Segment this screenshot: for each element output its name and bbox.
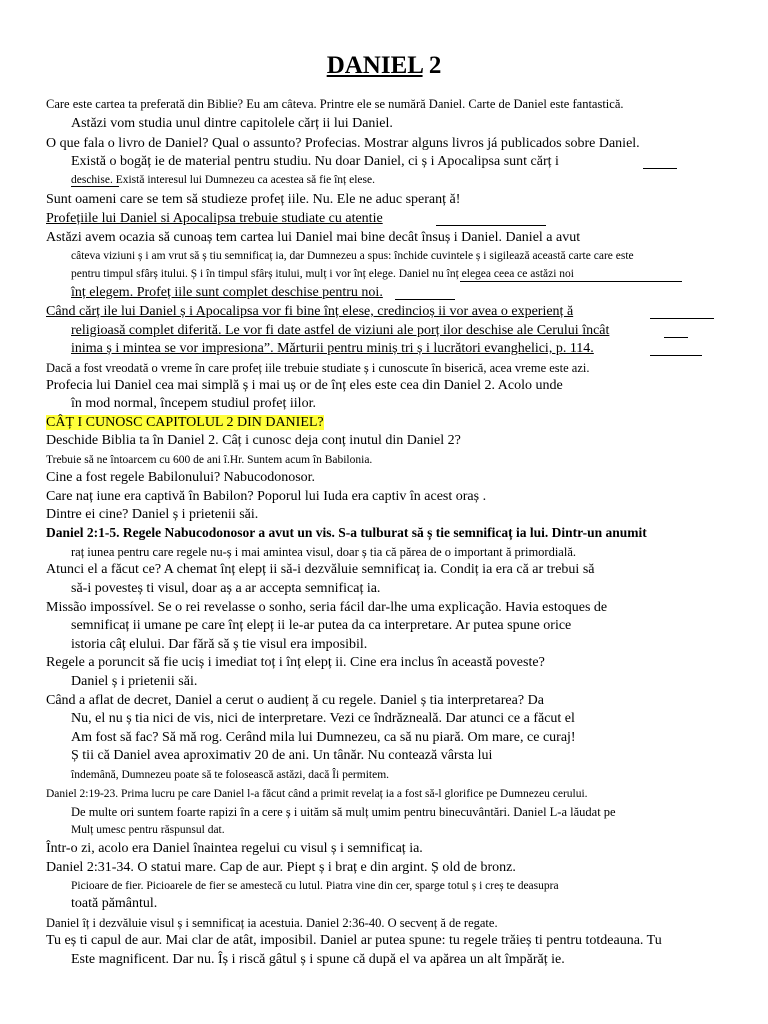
paragraph-19-cont-4: îndemână, Dumnezeu poate să te folosească astăzi, dacă Îi permitem. (71, 769, 390, 781)
paragraph-15-cont: raț iunea pentru care regele nu-ș i mai amintea visul, doar ș tia că părea de o important ă primordială. (71, 545, 576, 559)
paragraph-7: Dacă a fost vreodată o vreme în care profeț iile trebuie studiate ș i cunoscute în biserică, acea vreme este azi. (46, 361, 590, 375)
paragraph-2-cont: Există o bogăț ie de material pentru studiu. Nu doar Daniel, ci ș i Apocalipsa sunt cărț i (71, 154, 559, 169)
paragraph-6-cont-2: inima ș i mintea se vor impresiona”. Mărturii pentru miniș tri ș i lucrători evanghelici, p. 114. (71, 341, 594, 356)
underline-rule (71, 186, 119, 187)
paragraph-18-cont: Daniel ș i prietenii săi. (71, 674, 198, 689)
paragraph-1: Care este cartea ta preferată din Biblie? Eu am câteva. Printre ele se numără Daniel. Carte de Daniel este fantastică. (46, 97, 624, 111)
underline-rule (664, 337, 688, 338)
paragraph-6-cont: religioasă complet diferită. Le vor fi date astfel de viziuni ale porț ilor deschise ale Cerului încât (71, 323, 610, 338)
paragraph-16: Atunci el a făcut ce? A chemat înț elepț ii să-i dezvăluie semnificaț ia. Condiț ia era că ar trebui să (46, 562, 595, 577)
paragraph-15: Daniel 2:1-5. Regele Nabucodonosor a avut un vis. S-a tulburat să ș tie semnificaț ia lui. Dintr-un anumit (46, 525, 647, 540)
paragraph-24: Tu eș ti capul de aur. Mai clar de atât, imposibil. Daniel ar putea spune: tu regele trăieș ti pentru totdeauna. Tu (46, 933, 662, 948)
underline-rule (643, 168, 677, 169)
paragraph-13: Care naț iune era captivă în Babilon? Poporul lui Iuda era captiv în acest oraș . (46, 489, 487, 504)
underline-rule (650, 355, 702, 356)
paragraph-2-cont-2: deschise. Există interesul lui Dumnezeu ca acestea să fie înț elese. (71, 174, 375, 186)
paragraph-17: Missão impossível. Se o rei revelasse o sonho, seria fácil dar-lhe uma explicação. Havia estoques de (46, 600, 608, 615)
highlighted-heading: CÂȚ I CUNOSC CAPITOLUL 2 DIN DANIEL? (46, 415, 324, 430)
title-book: DANIEL (326, 52, 423, 79)
paragraph-21: Într-o zi, acolo era Daniel înaintea regelui cu visul ș i semnificaț ia. (46, 841, 423, 856)
paragraph-5-cont: câteva viziuni ș i am vrut să ș tiu semnificaț ia, dar Dumnezeu a spus: închide cuvintele ș i sigilează această carte care este (71, 250, 634, 262)
paragraph-19-cont-3: Ș tii că Daniel avea aproximativ 20 de ani. Un tânăr. Nu contează vârsta lui (71, 748, 493, 763)
paragraph-23: Daniel îț i dezvăluie visul ș i semnificaț ia acestuia. Daniel 2:36-40. O secvenț ă de regate. (46, 916, 498, 930)
underline-rule (650, 318, 714, 319)
paragraph-5: Astăzi avem ocazia să cunoaș tem cartea lui Daniel mai bine decât însuș i Daniel. Daniel a avut (46, 230, 581, 245)
paragraph-19-cont: Nu, el nu ș tia nici de vis, nici de interpretare. Vezi ce îndrăzneală. Dar atunci ce a făcut el (71, 711, 575, 726)
title-chapter: 2 (428, 52, 442, 79)
underline-rule (460, 281, 682, 282)
paragraph-5-cont-3: înț elegem. Profeț iile sunt complet deschise pentru noi. (71, 285, 383, 300)
paragraph-11: Trebuie să ne întoarcem cu 600 de ani î.Hr. Suntem acum în Babilonia. (46, 454, 373, 466)
paragraph-17-cont: semnificaț ii umane pe care înț elepț ii le-ar putea da ca interpretare. Ar putea spune orice (71, 618, 572, 633)
paragraph-4: Profețiile lui Daniel si Apocalipsa trebuie studiate cu atentie (46, 211, 383, 226)
section-heading (35, 414, 738, 432)
paragraph-5-cont-2: pentru timpul sfârș itului. Ș i în timpul sfârș itului, mulț i vor înț elege. Daniel nu înț elegea ceea ce astăzi noi (71, 268, 575, 280)
paragraph-6: Când cărț ile lui Daniel ș i Apocalipsa vor fi bine înț elese, credincioș ii vor avea o experienț ă (46, 304, 574, 319)
paragraph-8: Profecia lui Daniel cea mai simplă ș i mai uș or de înț eles este cea din Daniel 2. Acolo unde (46, 378, 563, 393)
paragraph-22: Daniel 2:31-34. O statui mare. Cap de aur. Piept ș i braț e din argint. Ș old de bronz. (46, 860, 516, 875)
paragraph-2: O que fala o livro de Daniel? Qual o assunto? Profecias. Mostrar alguns livros já publicados sobre Daniel. (46, 136, 640, 151)
paragraph-3: Sunt oameni care se tem să studieze profeț iile. Nu. Ele ne aduc speranț ă! (46, 192, 461, 207)
paragraph-20: Daniel 2:19-23. Prima lucru pe care Daniel l-a făcut când a primit revelaț ia a fost să-l glorifice pe Dumnezeu cerului. (46, 788, 588, 800)
paragraph-14: Dintre ei cine? Daniel ș i prietenii săi. (46, 507, 259, 522)
document-title (0, 52, 768, 80)
paragraph-10: Deschide Biblia ta în Daniel 2. Câț i cunosc deja conț inutul din Daniel 2? (46, 433, 461, 448)
underline-rule (395, 299, 455, 300)
paragraph-19-cont-2: Am fost să fac? Să mă rog. Cerând mila lui Dumnezeu, ca să nu piară. Om mare, ce curaj! (71, 730, 576, 745)
paragraph-16-cont: să-i povesteș ti visul, doar aș a ar accepta semnificaț ia. (71, 581, 381, 596)
paragraph-20-cont-2: Mulț umesc pentru răspunsul dat. (71, 824, 225, 836)
paragraph-8-cont: în mod normal, începem studiul profeț iilor. (71, 396, 316, 411)
paragraph-12: Cine a fost regele Babilonului? Nabucodonosor. (46, 470, 316, 485)
paragraph-18: Regele a poruncit să fie uciș i imediat toț i înț elepț ii. Cine era inclus în această poveste? (46, 655, 545, 670)
paragraph-22-cont-2: toată pământul. (71, 896, 158, 911)
paragraph-24-cont: Este magnificent. Dar nu. Îș i riscă gâtul ș i spune că după el va apărea un alt împărăț ie. (71, 952, 565, 967)
underline-rule (436, 225, 546, 226)
paragraph-19: Când a aflat de decret, Daniel a cerut o audienț ă cu regele. Daniel ș tia interpretarea? Da (46, 693, 544, 708)
paragraph-1-cont: Astăzi vom studia unul dintre capitolele cărț ii lui Daniel. (71, 116, 393, 131)
paragraph-22-cont: Picioare de fier. Picioarele de fier se amestecă cu lutul. Piatra vine din cer, sparge totul ș i creș te deasupra (71, 880, 559, 892)
paragraph-20-cont: De multe ori suntem foarte rapizi în a cere ș i uităm să mulț umim pentru binecuvântări. Daniel L-a lăudat pe (71, 805, 616, 819)
paragraph-17-cont-2: istoria câț elului. Dar fără să ș tie visul era imposibil. (71, 637, 368, 652)
